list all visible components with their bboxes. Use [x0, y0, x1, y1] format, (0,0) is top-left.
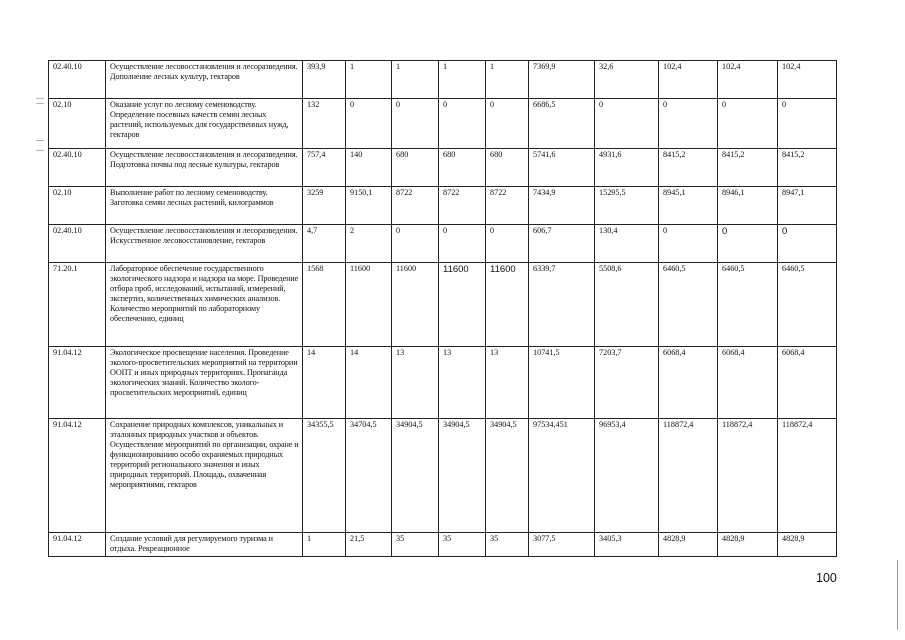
value-cell: 102,4	[778, 61, 837, 99]
value-cell: 3405,3	[595, 533, 659, 557]
value-cell: 7369,9	[529, 61, 595, 99]
value-cell: 8415,2	[778, 149, 837, 187]
value-cell: 680	[486, 149, 529, 187]
value-cell: 3077,5	[529, 533, 595, 557]
scan-mark	[36, 150, 44, 151]
value-cell: 14	[303, 347, 346, 419]
value-cell: 6068,4	[718, 347, 778, 419]
description-cell: Создание условий для регулируемого туризма и отдыха. Рекреационное	[106, 533, 303, 557]
okved-code-cell: 02.40.10	[49, 225, 106, 263]
description-cell: Экологическое просвещение населения. Проведение эколого-просветительских мероприятий на территории ООПТ и иных природных территориях. Пропаганда экологических знаний. Количество эколого-просветительских мероприятий, единиц	[106, 347, 303, 419]
value-cell: 0	[392, 225, 439, 263]
value-cell: 102,4	[659, 61, 718, 99]
okved-code-cell: 91.04.12	[49, 533, 106, 557]
value-cell: 32,6	[595, 61, 659, 99]
description-cell: Лабораторное обеспечение государственного экологического надзора и надзора на море. Проведение отбора проб, исследований, испытаний, измерений, экспертиз, количественных химических анализов. Количество мероприятий по лабораторному обеспечению, единиц	[106, 263, 303, 347]
value-cell: 140	[346, 149, 392, 187]
value-cell: 0	[718, 225, 778, 263]
value-cell: 1	[486, 61, 529, 99]
value-cell: 0	[659, 99, 718, 149]
okved-code-cell: 02.40.10	[49, 61, 106, 99]
value-cell: 11600	[392, 263, 439, 347]
value-cell: 34704,5	[346, 419, 392, 533]
value-cell: 118872,4	[718, 419, 778, 533]
value-cell: 34904,5	[392, 419, 439, 533]
value-cell: 102,4	[718, 61, 778, 99]
value-cell: 35	[439, 533, 486, 557]
value-cell: 4,7	[303, 225, 346, 263]
value-cell: 35	[486, 533, 529, 557]
value-cell: 0	[486, 99, 529, 149]
value-cell: 8947,1	[778, 187, 837, 225]
value-cell: 7434,9	[529, 187, 595, 225]
value-cell: 34355,5	[303, 419, 346, 533]
value-cell: 680	[439, 149, 486, 187]
table-row	[49, 61, 837, 99]
value-cell: 8722	[439, 187, 486, 225]
table-row	[49, 99, 837, 149]
value-cell: 11600	[486, 263, 529, 347]
table-row	[49, 419, 837, 533]
value-cell: 8945,1	[659, 187, 718, 225]
value-cell: 8415,2	[659, 149, 718, 187]
value-cell: 1	[392, 61, 439, 99]
value-cell: 606,7	[529, 225, 595, 263]
value-cell: 0	[659, 225, 718, 263]
value-cell: 4828,9	[778, 533, 837, 557]
value-cell: 11600	[439, 263, 486, 347]
value-cell: 132	[303, 99, 346, 149]
value-cell: 0	[718, 99, 778, 149]
page-edge-line	[897, 560, 898, 630]
value-cell: 8946,1	[718, 187, 778, 225]
value-cell: 6460,5	[778, 263, 837, 347]
okved-code-cell: 02.40.10	[49, 149, 106, 187]
data-table	[48, 60, 837, 557]
value-cell: 393,9	[303, 61, 346, 99]
description-cell: Осуществление лесовосстановления и лесоразведения. Искусственное лесовосстановление, гектаров	[106, 225, 303, 263]
table-row	[49, 533, 837, 557]
table-row	[49, 225, 837, 263]
value-cell: 13	[439, 347, 486, 419]
value-cell: 13	[486, 347, 529, 419]
value-cell: 5741,6	[529, 149, 595, 187]
table-row	[49, 149, 837, 187]
value-cell: 7203,7	[595, 347, 659, 419]
value-cell: 15295,5	[595, 187, 659, 225]
okved-code-cell: 71.20.1	[49, 263, 106, 347]
value-cell: 6068,4	[778, 347, 837, 419]
value-cell: 5508,6	[595, 263, 659, 347]
value-cell: 6339,7	[529, 263, 595, 347]
value-cell: 0	[392, 99, 439, 149]
value-cell: 118872,4	[778, 419, 837, 533]
description-cell: Оказание услуг по лесному семеноводству. Определение посевных качеств семян лесных растений, используемых для государственных нужд, гектаров	[106, 99, 303, 149]
okved-code-cell: 91.04.12	[49, 347, 106, 419]
value-cell: 14	[346, 347, 392, 419]
value-cell: 0	[595, 99, 659, 149]
value-cell: 0	[346, 99, 392, 149]
table-row	[49, 347, 837, 419]
value-cell: 1	[439, 61, 486, 99]
page-number: 100	[816, 571, 837, 585]
description-cell: Выполнение работ по лесному семеноводству. Заготовка семян лесных растений, килограммов	[106, 187, 303, 225]
value-cell: 96953,4	[595, 419, 659, 533]
value-cell: 0	[486, 225, 529, 263]
value-cell: 0	[439, 99, 486, 149]
scan-mark	[36, 103, 44, 104]
value-cell: 0	[778, 99, 837, 149]
value-cell: 757,4	[303, 149, 346, 187]
value-cell: 6686,5	[529, 99, 595, 149]
scan-mark	[36, 98, 44, 99]
description-cell: Осуществление лесовосстановления и лесоразведения. Подготовка почвы под лесные культуры, гектаров	[106, 149, 303, 187]
okved-code-cell: 91.04.12	[49, 419, 106, 533]
table-row	[49, 187, 837, 225]
value-cell: 9150,1	[346, 187, 392, 225]
table-row	[49, 263, 837, 347]
value-cell: 4828,9	[659, 533, 718, 557]
description-cell: Осуществление лесовосстановления и лесоразведения. Дополнение лесных культур, гектаров	[106, 61, 303, 99]
value-cell: 6068,4	[659, 347, 718, 419]
value-cell: 2	[346, 225, 392, 263]
value-cell: 6460,5	[659, 263, 718, 347]
value-cell: 35	[392, 533, 439, 557]
value-cell: 680	[392, 149, 439, 187]
value-cell: 130,4	[595, 225, 659, 263]
value-cell: 118872,4	[659, 419, 718, 533]
value-cell: 13	[392, 347, 439, 419]
value-cell: 8415,2	[718, 149, 778, 187]
value-cell: 0	[439, 225, 486, 263]
value-cell: 1	[346, 61, 392, 99]
value-cell: 4828,9	[718, 533, 778, 557]
value-cell: 0	[778, 225, 837, 263]
value-cell: 11600	[346, 263, 392, 347]
value-cell: 3259	[303, 187, 346, 225]
value-cell: 4931,6	[595, 149, 659, 187]
okved-code-cell: 02.10	[49, 99, 106, 149]
value-cell: 6460,5	[718, 263, 778, 347]
okved-code-cell: 02.10	[49, 187, 106, 225]
value-cell: 1	[303, 533, 346, 557]
value-cell: 34904,5	[439, 419, 486, 533]
value-cell: 8722	[486, 187, 529, 225]
value-cell: 10741,5	[529, 347, 595, 419]
value-cell: 97534,451	[529, 419, 595, 533]
value-cell: 1568	[303, 263, 346, 347]
value-cell: 21,5	[346, 533, 392, 557]
value-cell: 34904,5	[486, 419, 529, 533]
value-cell: 8722	[392, 187, 439, 225]
scan-mark	[36, 140, 44, 141]
description-cell: Сохранение природных комплексов, уникальных и эталонных природных участков и объектов. Осуществление мероприятий по организации, охране и функционированию особо охраняемых природных территорий регионального значения и иных природных территорий. Площадь, охваченная мероприятиями, гектаров	[106, 419, 303, 533]
